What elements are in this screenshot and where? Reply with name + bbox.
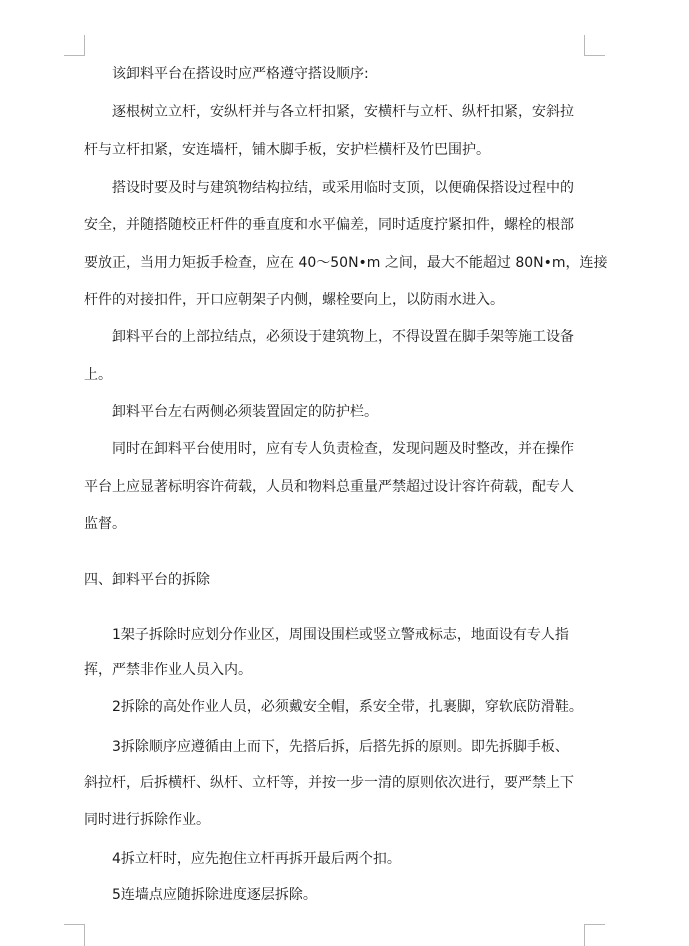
paragraph-line: 1架子拆除时应划分作业区，周围设围栏或竖立警戒标志，地面设有专人指 xyxy=(112,627,569,643)
paragraph-line: 同时在卸料平台使用时，应有专人负责检查，发现问题及时整改，并在操作 xyxy=(112,441,574,457)
page-corner-mark-top-right xyxy=(584,35,605,56)
paragraph-line: 5连墙点应随拆除进度逐层拆除。 xyxy=(112,887,317,903)
paragraph-line: 2拆除的高处作业人员，必须戴安全帽，系安全带，扎裹脚，穿软底防滑鞋。 xyxy=(112,699,583,715)
paragraph-line: 4拆立杆时，应先抱住立杆再拆开最后两个扣。 xyxy=(112,851,401,867)
paragraph-line: 逐根树立立杆，安纵杆并与各立杆扣紧，安横杆与立杆、纵杆扣紧，安斜拉 xyxy=(112,104,574,120)
page-corner-mark-bottom-right xyxy=(584,924,605,946)
section-heading: 四、卸料平台的拆除 xyxy=(84,572,210,588)
paragraph-line: 要放正，当用力矩扳手检查，应在 40～50N•m 之间，最大不能超过 80N•m，连接 xyxy=(84,255,608,271)
paragraph-line: 斜拉杆，后拆横杆、纵杆、立杆等，并按一步一清的原则依次进行，要严禁上下 xyxy=(84,775,574,791)
paragraph-line: 监督。 xyxy=(84,516,126,532)
paragraph-line: 卸料平台的上部拉结点，必须设于建筑物上，不得设置在脚手架等施工设备 xyxy=(112,329,574,345)
page-corner-mark-bottom-left xyxy=(64,924,85,946)
paragraph-line: 同时进行拆除作业。 xyxy=(84,812,210,828)
paragraph-line: 卸料平台左右两侧必须装置固定的防护栏。 xyxy=(112,404,378,420)
paragraph-line: 平台上应显著标明容许荷载，人员和物料总重量严禁超过设计容许荷载，配专人 xyxy=(84,479,574,495)
paragraph-line: 挥，严禁非作业人员入内。 xyxy=(84,662,252,678)
page-corner-mark-top-left xyxy=(64,35,85,56)
paragraph-line: 3拆除顺序应遵循由上而下，先搭后拆，后搭先拆的原则。即先拆脚手板、 xyxy=(112,739,569,755)
paragraph-line: 上。 xyxy=(84,367,112,383)
paragraph-line: 杆件的对接扣件，开口应朝架子内侧，螺栓要向上，以防雨水进入。 xyxy=(84,292,504,308)
paragraph-line: 安全，并随搭随校正杆件的垂直度和水平偏差，同时适度拧紧扣件，螺栓的根部 xyxy=(84,217,574,233)
paragraph-line: 该卸料平台在搭设时应严格遵守搭设顺序: xyxy=(112,66,369,82)
paragraph-line: 杆与立杆扣紧，安连墙杆，铺木脚手板，安护栏横杆及竹巴围护。 xyxy=(84,142,490,158)
paragraph-line: 搭设时要及时与建筑物结构拉结，或采用临时支顶，以便确保搭设过程中的 xyxy=(112,180,574,196)
